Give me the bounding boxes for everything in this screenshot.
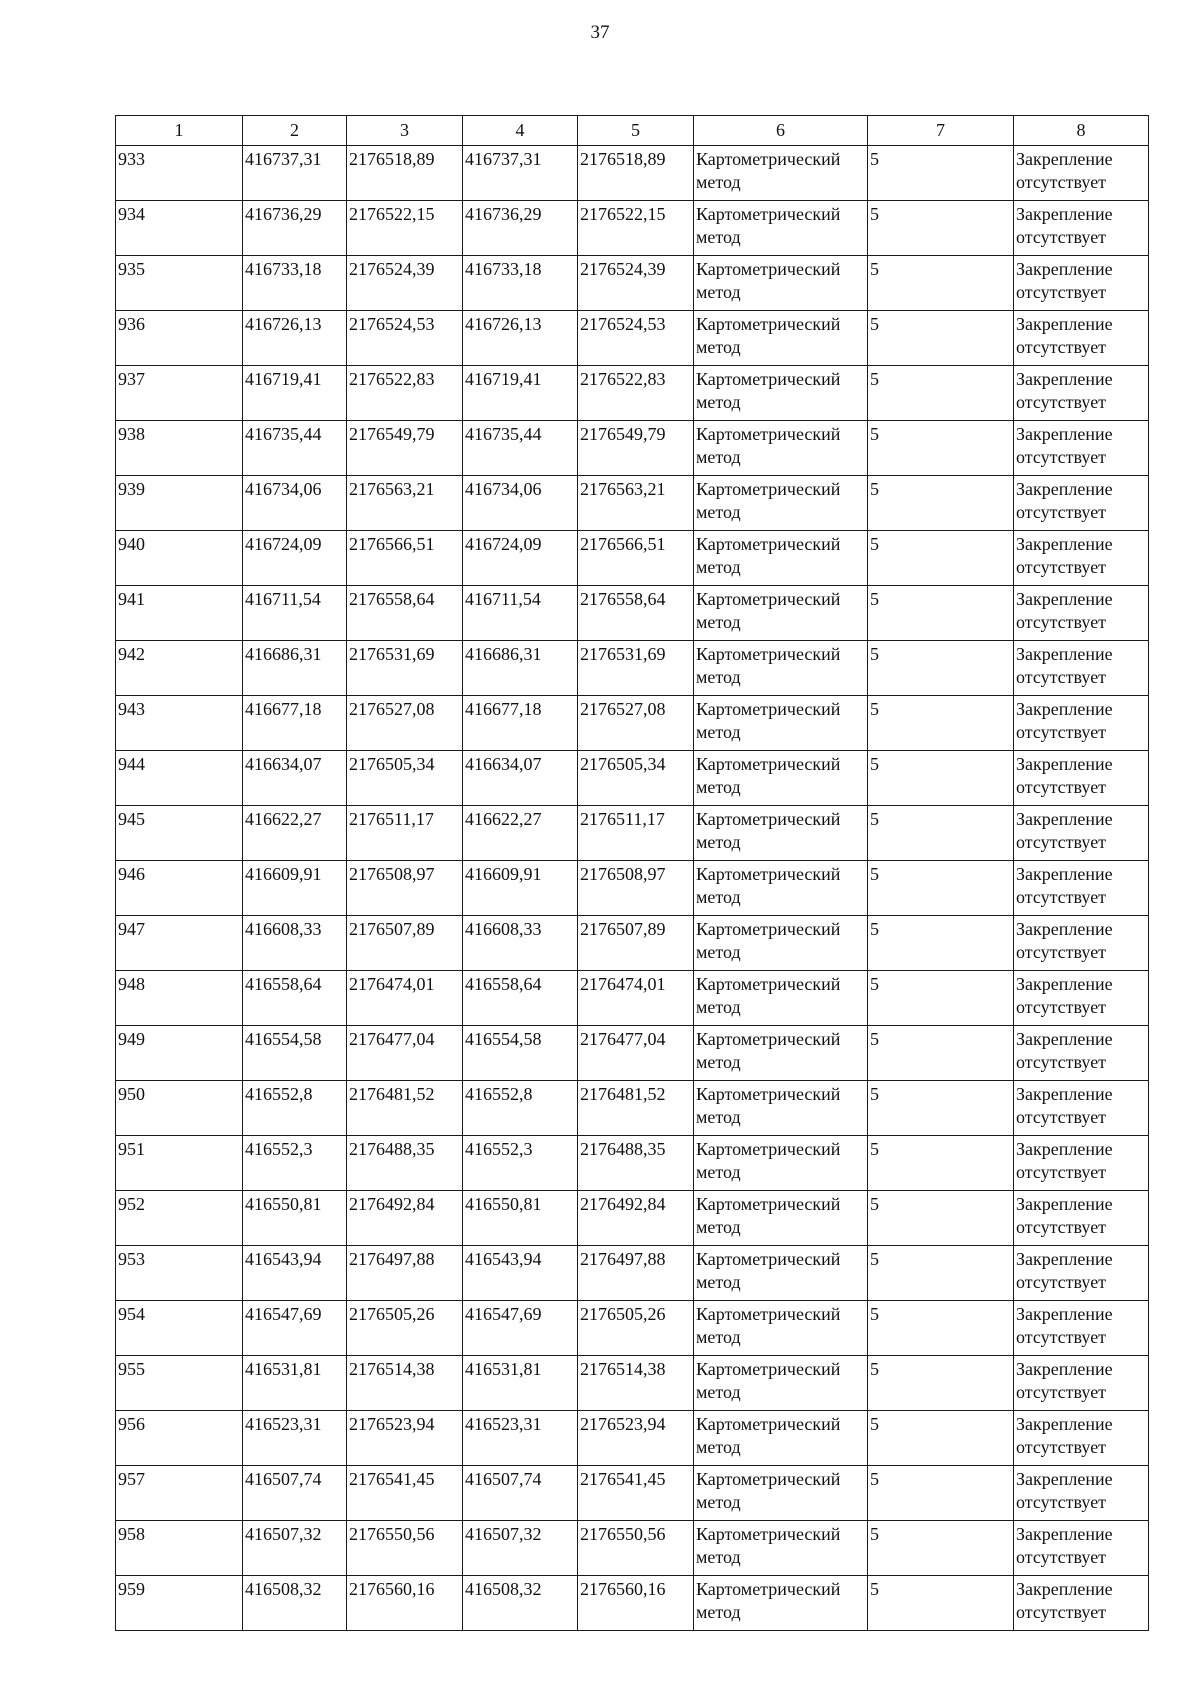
table-row: [116, 1191, 1149, 1246]
fixation-description-cell: Закрепление отсутствует: [1014, 916, 1149, 971]
accuracy-cell: 5: [868, 1466, 1014, 1521]
y-coordinate-cell: 2176518,89: [347, 146, 463, 201]
point-number-cell: 943: [116, 696, 243, 751]
table-row: [116, 1136, 1149, 1191]
table-header-row: [116, 116, 1149, 146]
x-coordinate-cell: 416622,27: [243, 806, 347, 861]
fixation-description-cell: Закрепление отсутствует: [1014, 146, 1149, 201]
table-row: [116, 1521, 1149, 1576]
x-coordinate-cell: 416531,81: [463, 1356, 578, 1411]
accuracy-cell: 5: [868, 806, 1014, 861]
point-number-cell: 948: [116, 971, 243, 1026]
point-number-cell: 944: [116, 751, 243, 806]
x-coordinate-cell: 416733,18: [463, 256, 578, 311]
accuracy-cell: 5: [868, 971, 1014, 1026]
x-coordinate-cell: 416622,27: [463, 806, 578, 861]
y-coordinate-cell: 2176527,08: [578, 696, 694, 751]
y-coordinate-cell: 2176488,35: [347, 1136, 463, 1191]
method-cell: Картометрический метод: [694, 1026, 868, 1081]
column-header: 6: [694, 116, 868, 146]
table-body: [116, 146, 1149, 1631]
y-coordinate-cell: 2176522,83: [578, 366, 694, 421]
table-row: [116, 861, 1149, 916]
y-coordinate-cell: 2176505,26: [578, 1301, 694, 1356]
x-coordinate-cell: 416550,81: [243, 1191, 347, 1246]
table-row: [116, 201, 1149, 256]
accuracy-cell: 5: [868, 421, 1014, 476]
y-coordinate-cell: 2176518,89: [578, 146, 694, 201]
x-coordinate-cell: 416726,13: [243, 311, 347, 366]
x-coordinate-cell: 416711,54: [463, 586, 578, 641]
method-cell: Картометрический метод: [694, 146, 868, 201]
x-coordinate-cell: 416558,64: [243, 971, 347, 1026]
x-coordinate-cell: 416523,31: [243, 1411, 347, 1466]
y-coordinate-cell: 2176474,01: [347, 971, 463, 1026]
y-coordinate-cell: 2176514,38: [578, 1356, 694, 1411]
method-cell: Картометрический метод: [694, 1191, 868, 1246]
table-row: [116, 1466, 1149, 1521]
y-coordinate-cell: 2176508,97: [347, 861, 463, 916]
x-coordinate-cell: 416508,32: [463, 1576, 578, 1631]
y-coordinate-cell: 2176550,56: [347, 1521, 463, 1576]
accuracy-cell: 5: [868, 641, 1014, 696]
fixation-description-cell: Закрепление отсутствует: [1014, 201, 1149, 256]
y-coordinate-cell: 2176497,88: [347, 1246, 463, 1301]
fixation-description-cell: Закрепление отсутствует: [1014, 366, 1149, 421]
x-coordinate-cell: 416735,44: [463, 421, 578, 476]
point-number-cell: 958: [116, 1521, 243, 1576]
fixation-description-cell: Закрепление отсутствует: [1014, 1576, 1149, 1631]
point-number-cell: 937: [116, 366, 243, 421]
column-header: 1: [116, 116, 243, 146]
accuracy-cell: 5: [868, 1136, 1014, 1191]
method-cell: Картометрический метод: [694, 531, 868, 586]
table-row: [116, 1356, 1149, 1411]
method-cell: Картометрический метод: [694, 1081, 868, 1136]
y-coordinate-cell: 2176560,16: [347, 1576, 463, 1631]
x-coordinate-cell: 416711,54: [243, 586, 347, 641]
column-header: 4: [463, 116, 578, 146]
table-row: [116, 1246, 1149, 1301]
table-row: [116, 1576, 1149, 1631]
point-number-cell: 956: [116, 1411, 243, 1466]
x-coordinate-cell: 416733,18: [243, 256, 347, 311]
fixation-description-cell: Закрепление отсутствует: [1014, 1466, 1149, 1521]
table-row: [116, 531, 1149, 586]
y-coordinate-cell: 2176497,88: [578, 1246, 694, 1301]
accuracy-cell: 5: [868, 256, 1014, 311]
fixation-description-cell: Закрепление отсутствует: [1014, 256, 1149, 311]
point-number-cell: 942: [116, 641, 243, 696]
point-number-cell: 934: [116, 201, 243, 256]
column-header: 8: [1014, 116, 1149, 146]
method-cell: Картометрический метод: [694, 1246, 868, 1301]
point-number-cell: 950: [116, 1081, 243, 1136]
column-header: 7: [868, 116, 1014, 146]
x-coordinate-cell: 416735,44: [243, 421, 347, 476]
y-coordinate-cell: 2176524,53: [347, 311, 463, 366]
table-row: [116, 641, 1149, 696]
fixation-description-cell: Закрепление отсутствует: [1014, 1356, 1149, 1411]
y-coordinate-cell: 2176524,39: [578, 256, 694, 311]
x-coordinate-cell: 416543,94: [243, 1246, 347, 1301]
x-coordinate-cell: 416552,8: [463, 1081, 578, 1136]
method-cell: Картометрический метод: [694, 1411, 868, 1466]
y-coordinate-cell: 2176514,38: [347, 1356, 463, 1411]
y-coordinate-cell: 2176507,89: [347, 916, 463, 971]
fixation-description-cell: Закрепление отсутствует: [1014, 311, 1149, 366]
point-number-cell: 945: [116, 806, 243, 861]
method-cell: Картометрический метод: [694, 201, 868, 256]
point-number-cell: 939: [116, 476, 243, 531]
accuracy-cell: 5: [868, 1411, 1014, 1466]
method-cell: Картометрический метод: [694, 696, 868, 751]
table-row: [116, 1301, 1149, 1356]
x-coordinate-cell: 416634,07: [243, 751, 347, 806]
point-number-cell: 953: [116, 1246, 243, 1301]
x-coordinate-cell: 416719,41: [463, 366, 578, 421]
x-coordinate-cell: 416507,32: [463, 1521, 578, 1576]
y-coordinate-cell: 2176507,89: [578, 916, 694, 971]
fixation-description-cell: Закрепление отсутствует: [1014, 861, 1149, 916]
table-row: [116, 916, 1149, 971]
x-coordinate-cell: 416608,33: [463, 916, 578, 971]
y-coordinate-cell: 2176531,69: [578, 641, 694, 696]
x-coordinate-cell: 416507,74: [463, 1466, 578, 1521]
fixation-description-cell: Закрепление отсутствует: [1014, 1301, 1149, 1356]
y-coordinate-cell: 2176560,16: [578, 1576, 694, 1631]
table-row: [116, 1026, 1149, 1081]
table-row: [116, 586, 1149, 641]
point-number-cell: 957: [116, 1466, 243, 1521]
x-coordinate-cell: 416552,3: [243, 1136, 347, 1191]
y-coordinate-cell: 2176492,84: [578, 1191, 694, 1246]
y-coordinate-cell: 2176481,52: [347, 1081, 463, 1136]
x-coordinate-cell: 416531,81: [243, 1356, 347, 1411]
y-coordinate-cell: 2176550,56: [578, 1521, 694, 1576]
table-row: [116, 421, 1149, 476]
y-coordinate-cell: 2176524,53: [578, 311, 694, 366]
table-row: [116, 476, 1149, 531]
x-coordinate-cell: 416608,33: [243, 916, 347, 971]
method-cell: Картометрический метод: [694, 806, 868, 861]
accuracy-cell: 5: [868, 1246, 1014, 1301]
fixation-description-cell: Закрепление отсутствует: [1014, 751, 1149, 806]
y-coordinate-cell: 2176566,51: [347, 531, 463, 586]
x-coordinate-cell: 416554,58: [463, 1026, 578, 1081]
point-number-cell: 949: [116, 1026, 243, 1081]
accuracy-cell: 5: [868, 531, 1014, 586]
y-coordinate-cell: 2176541,45: [347, 1466, 463, 1521]
y-coordinate-cell: 2176549,79: [578, 421, 694, 476]
x-coordinate-cell: 416558,64: [463, 971, 578, 1026]
x-coordinate-cell: 416550,81: [463, 1191, 578, 1246]
table-row: [116, 256, 1149, 311]
coordinates-table: [115, 115, 1149, 1631]
y-coordinate-cell: 2176488,35: [578, 1136, 694, 1191]
point-number-cell: 954: [116, 1301, 243, 1356]
table-row: [116, 311, 1149, 366]
y-coordinate-cell: 2176505,34: [347, 751, 463, 806]
accuracy-cell: 5: [868, 861, 1014, 916]
method-cell: Картометрический метод: [694, 421, 868, 476]
accuracy-cell: 5: [868, 146, 1014, 201]
x-coordinate-cell: 416719,41: [243, 366, 347, 421]
method-cell: Картометрический метод: [694, 1136, 868, 1191]
y-coordinate-cell: 2176527,08: [347, 696, 463, 751]
point-number-cell: 952: [116, 1191, 243, 1246]
point-number-cell: 941: [116, 586, 243, 641]
x-coordinate-cell: 416523,31: [463, 1411, 578, 1466]
accuracy-cell: 5: [868, 1576, 1014, 1631]
y-coordinate-cell: 2176531,69: [347, 641, 463, 696]
point-number-cell: 955: [116, 1356, 243, 1411]
table-row: [116, 751, 1149, 806]
method-cell: Картометрический метод: [694, 641, 868, 696]
fixation-description-cell: Закрепление отсутствует: [1014, 531, 1149, 586]
fixation-description-cell: Закрепление отсутствует: [1014, 1411, 1149, 1466]
accuracy-cell: 5: [868, 586, 1014, 641]
fixation-description-cell: Закрепление отсутствует: [1014, 806, 1149, 861]
method-cell: Картометрический метод: [694, 1466, 868, 1521]
table-row: [116, 806, 1149, 861]
x-coordinate-cell: 416507,74: [243, 1466, 347, 1521]
x-coordinate-cell: 416508,32: [243, 1576, 347, 1631]
y-coordinate-cell: 2176508,97: [578, 861, 694, 916]
x-coordinate-cell: 416686,31: [243, 641, 347, 696]
y-coordinate-cell: 2176481,52: [578, 1081, 694, 1136]
y-coordinate-cell: 2176558,64: [578, 586, 694, 641]
y-coordinate-cell: 2176477,04: [578, 1026, 694, 1081]
x-coordinate-cell: 416736,29: [463, 201, 578, 256]
method-cell: Картометрический метод: [694, 256, 868, 311]
x-coordinate-cell: 416677,18: [243, 696, 347, 751]
table-row: [116, 971, 1149, 1026]
y-coordinate-cell: 2176522,83: [347, 366, 463, 421]
point-number-cell: 947: [116, 916, 243, 971]
fixation-description-cell: Закрепление отсутствует: [1014, 1246, 1149, 1301]
accuracy-cell: 5: [868, 1026, 1014, 1081]
x-coordinate-cell: 416737,31: [463, 146, 578, 201]
accuracy-cell: 5: [868, 1081, 1014, 1136]
x-coordinate-cell: 416552,8: [243, 1081, 347, 1136]
fixation-description-cell: Закрепление отсутствует: [1014, 476, 1149, 531]
x-coordinate-cell: 416686,31: [463, 641, 578, 696]
y-coordinate-cell: 2176563,21: [578, 476, 694, 531]
x-coordinate-cell: 416734,06: [463, 476, 578, 531]
x-coordinate-cell: 416507,32: [243, 1521, 347, 1576]
accuracy-cell: 5: [868, 1301, 1014, 1356]
fixation-description-cell: Закрепление отсутствует: [1014, 1136, 1149, 1191]
accuracy-cell: 5: [868, 201, 1014, 256]
point-number-cell: 933: [116, 146, 243, 201]
x-coordinate-cell: 416552,3: [463, 1136, 578, 1191]
page-number: 37: [590, 22, 610, 43]
y-coordinate-cell: 2176522,15: [578, 201, 694, 256]
column-header: 2: [243, 116, 347, 146]
y-coordinate-cell: 2176524,39: [347, 256, 463, 311]
x-coordinate-cell: 416609,91: [463, 861, 578, 916]
x-coordinate-cell: 416737,31: [243, 146, 347, 201]
table-row: [116, 696, 1149, 751]
y-coordinate-cell: 2176566,51: [578, 531, 694, 586]
x-coordinate-cell: 416554,58: [243, 1026, 347, 1081]
point-number-cell: 936: [116, 311, 243, 366]
method-cell: Картометрический метод: [694, 366, 868, 421]
x-coordinate-cell: 416609,91: [243, 861, 347, 916]
accuracy-cell: 5: [868, 366, 1014, 421]
method-cell: Картометрический метод: [694, 916, 868, 971]
point-number-cell: 959: [116, 1576, 243, 1631]
column-header: 3: [347, 116, 463, 146]
y-coordinate-cell: 2176541,45: [578, 1466, 694, 1521]
x-coordinate-cell: 416736,29: [243, 201, 347, 256]
method-cell: Картометрический метод: [694, 1301, 868, 1356]
y-coordinate-cell: 2176522,15: [347, 201, 463, 256]
y-coordinate-cell: 2176558,64: [347, 586, 463, 641]
fixation-description-cell: Закрепление отсутствует: [1014, 1191, 1149, 1246]
x-coordinate-cell: 416634,07: [463, 751, 578, 806]
method-cell: Картометрический метод: [694, 1356, 868, 1411]
method-cell: Картометрический метод: [694, 476, 868, 531]
point-number-cell: 940: [116, 531, 243, 586]
method-cell: Картометрический метод: [694, 861, 868, 916]
accuracy-cell: 5: [868, 696, 1014, 751]
point-number-cell: 946: [116, 861, 243, 916]
y-coordinate-cell: 2176492,84: [347, 1191, 463, 1246]
table-row: [116, 366, 1149, 421]
x-coordinate-cell: 416677,18: [463, 696, 578, 751]
fixation-description-cell: Закрепление отсутствует: [1014, 586, 1149, 641]
method-cell: Картометрический метод: [694, 971, 868, 1026]
y-coordinate-cell: 2176523,94: [347, 1411, 463, 1466]
accuracy-cell: 5: [868, 311, 1014, 366]
method-cell: Картометрический метод: [694, 311, 868, 366]
table-row: [116, 1081, 1149, 1136]
table-row: [116, 1411, 1149, 1466]
fixation-description-cell: Закрепление отсутствует: [1014, 1521, 1149, 1576]
fixation-description-cell: Закрепление отсутствует: [1014, 641, 1149, 696]
method-cell: Картометрический метод: [694, 1576, 868, 1631]
x-coordinate-cell: 416547,69: [463, 1301, 578, 1356]
column-header: 5: [578, 116, 694, 146]
y-coordinate-cell: 2176511,17: [347, 806, 463, 861]
y-coordinate-cell: 2176505,26: [347, 1301, 463, 1356]
point-number-cell: 938: [116, 421, 243, 476]
y-coordinate-cell: 2176511,17: [578, 806, 694, 861]
accuracy-cell: 5: [868, 916, 1014, 971]
fixation-description-cell: Закрепление отсутствует: [1014, 971, 1149, 1026]
y-coordinate-cell: 2176505,34: [578, 751, 694, 806]
accuracy-cell: 5: [868, 1356, 1014, 1411]
fixation-description-cell: Закрепление отсутствует: [1014, 696, 1149, 751]
y-coordinate-cell: 2176477,04: [347, 1026, 463, 1081]
fixation-description-cell: Закрепление отсутствует: [1014, 1081, 1149, 1136]
fixation-description-cell: Закрепление отсутствует: [1014, 1026, 1149, 1081]
point-number-cell: 951: [116, 1136, 243, 1191]
y-coordinate-cell: 2176549,79: [347, 421, 463, 476]
x-coordinate-cell: 416547,69: [243, 1301, 347, 1356]
accuracy-cell: 5: [868, 1521, 1014, 1576]
x-coordinate-cell: 416543,94: [463, 1246, 578, 1301]
accuracy-cell: 5: [868, 1191, 1014, 1246]
accuracy-cell: 5: [868, 476, 1014, 531]
y-coordinate-cell: 2176563,21: [347, 476, 463, 531]
method-cell: Картометрический метод: [694, 586, 868, 641]
accuracy-cell: 5: [868, 751, 1014, 806]
x-coordinate-cell: 416726,13: [463, 311, 578, 366]
x-coordinate-cell: 416724,09: [463, 531, 578, 586]
y-coordinate-cell: 2176523,94: [578, 1411, 694, 1466]
y-coordinate-cell: 2176474,01: [578, 971, 694, 1026]
method-cell: Картометрический метод: [694, 751, 868, 806]
method-cell: Картометрический метод: [694, 1521, 868, 1576]
point-number-cell: 935: [116, 256, 243, 311]
table-row: [116, 146, 1149, 201]
x-coordinate-cell: 416724,09: [243, 531, 347, 586]
x-coordinate-cell: 416734,06: [243, 476, 347, 531]
fixation-description-cell: Закрепление отсутствует: [1014, 421, 1149, 476]
